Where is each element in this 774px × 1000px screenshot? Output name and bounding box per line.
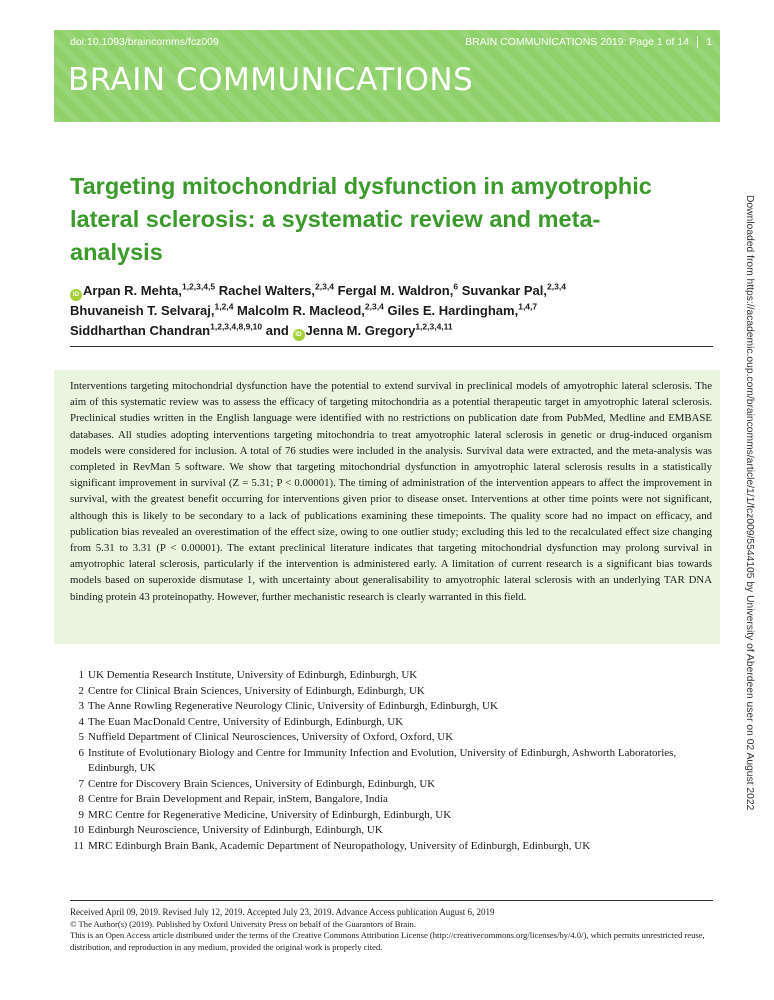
affiliation-text: MRC Centre for Regenerative Medicine, University of Edinburgh, Edinburgh, UK — [88, 808, 452, 821]
journal-banner — [54, 30, 720, 122]
author-name: Bhuvaneish T. Selvaraj, — [70, 303, 215, 318]
running-head-text: BRAIN COMMUNICATIONS 2019: Page 1 of 14 — [465, 36, 689, 48]
affiliation-text: Nuffield Department of Clinical Neurosciences, University of Oxford, Oxford, UK — [88, 731, 454, 743]
affiliation-item — [70, 746, 718, 777]
orcid-icon[interactable]: iD — [293, 329, 305, 341]
affiliation-number: 1 — [78, 669, 84, 681]
orcid-icon[interactable]: iD — [70, 289, 82, 301]
affiliation-item — [70, 777, 718, 793]
affiliation-item — [70, 839, 718, 855]
article-title: Targeting mitochondrial dysfunction in amyotrophic lateral sclerosis: a systematic review and meta-analysis — [70, 173, 652, 265]
copyright-notice: © The Author(s) (2019). Published by Oxford University Press on behalf of the Guarantors of Brain. — [70, 918, 417, 929]
affiliation-number: 3 — [78, 700, 84, 712]
affiliation-item — [70, 699, 718, 715]
affiliation-item — [70, 792, 718, 808]
author-affil-marks: 2,3,4 — [547, 281, 566, 292]
author-affil-marks: 1,2,3,4,11 — [415, 321, 453, 332]
affiliation-number: 6 — [78, 746, 84, 759]
affiliation-text: MRC Edinburgh Brain Bank, Academic Department of Neuropathology, University of Edinburgh, Edinburgh, UK — [88, 839, 591, 852]
author-affil-marks: 1,2,3,4,5 — [181, 281, 216, 292]
affiliation-number: 7 — [78, 777, 84, 790]
affiliation-text: Institute of Evolutionary Biology and Centre for Immunity Infection and Evolution, University of Edinburgh, Ashworth Laboratories, Edinburgh, UK — [88, 746, 677, 774]
doi-link[interactable]: doi:10.1093/braincomms/fcz009 — [70, 36, 219, 48]
affiliation-item — [70, 730, 718, 746]
affiliation-text: Centre for Clinical Brain Sciences, University of Edinburgh, Edinburgh, UK — [88, 684, 425, 697]
affiliation-text: The Anne Rowling Regenerative Neurology Clinic, University of Edinburgh, Edinburgh, UK — [88, 700, 498, 712]
affiliation-text: Centre for Brain Development and Repair, inStem, Bangalore, India — [88, 793, 388, 805]
author-name: Malcolm R. Macleod, — [237, 303, 365, 318]
affiliation-text: Edinburgh Neuroscience, University of Edinburgh, Edinburgh, UK — [88, 824, 383, 836]
download-stamp: Downloaded from https://academic.oup.com/braincomms/article/1/1/fcz009/5544105 by University of Aberdeen user on 02 August 2022 — [744, 195, 755, 811]
divider-rule — [70, 346, 713, 347]
author-affil-marks: 1,4,7 — [518, 301, 538, 312]
footer-rule — [70, 900, 713, 901]
affiliation-list — [70, 668, 718, 854]
author-name: Giles E. Hardingham, — [387, 303, 519, 318]
author-name: Siddharthan Chandran — [70, 323, 211, 338]
license-notice: This is an Open Access article distributed under the terms of the Creative Commons Attribution License (http://creativecommons.org/licenses/by/4.0/), which permits unrestricted reuse, distribution, and reproduction in any medium, provided the original work is properly cited. — [70, 930, 705, 952]
author-name: Jenna M. Gregory — [305, 323, 416, 338]
affiliation-number: 2 — [78, 684, 84, 697]
journal-name: BRAIN COMMUNICATIONS — [68, 62, 474, 98]
author-list — [70, 281, 670, 341]
author-affil-marks: 1,2,4 — [214, 301, 234, 312]
author-affil-marks: 2,3,4 — [364, 301, 384, 312]
affiliation-text: The Euan MacDonald Centre, University of Edinburgh, Edinburgh, UK — [88, 715, 404, 728]
banner-top-line — [54, 36, 720, 50]
author-name: Rachel Walters, — [218, 283, 316, 298]
affiliation-number: 5 — [78, 731, 84, 743]
affiliation-number: 10 — [73, 824, 84, 836]
received-dates: Received April 09, 2019. Revised July 12, 2019. Accepted July 23, 2019. Advance Access publication August 6, 2019 — [70, 907, 495, 917]
affiliation-item — [70, 808, 718, 824]
author-affil-marks: 1,2,3,4,8,9,10 — [210, 321, 263, 332]
affiliation-number: 8 — [78, 793, 84, 805]
affiliation-number: 9 — [78, 808, 84, 821]
affiliation-text: UK Dementia Research Institute, University of Edinburgh, Edinburgh, UK — [88, 669, 418, 681]
author-name: Suvankar Pal, — [461, 283, 548, 298]
affiliation-item — [70, 684, 718, 700]
abstract-box — [54, 370, 720, 644]
page-number: 1 — [706, 36, 712, 48]
footer — [70, 907, 715, 953]
author-affil-marks: 6 — [453, 281, 459, 292]
affiliation-item — [70, 823, 718, 839]
affiliation-item — [70, 715, 718, 731]
affiliation-number: 11 — [73, 839, 84, 852]
affiliation-text: Centre for Discovery Brain Sciences, University of Edinburgh, Edinburgh, UK — [88, 777, 436, 790]
author-name: Arpan R. Mehta, — [83, 283, 182, 298]
abstract-text: Interventions targeting mitochondrial dysfunction have the potential to extend survival in preclinical models of amyotrophic lateral sclerosis. The aim of this systematic review was to assess the efficacy of targeting mitochondria as a potential therapeutic target in amyotrophic lateral sclerosis. Preclinical studies written in the English language were identified with no restrictions on publication date from PubMed, Medline and EMBASE databases. All studies adopting interventions targeting mitochondria to treat amyotrophic lateral sclerosis in genetic or drug-induced organism models were considered for inclusion. A total of 76 studies were included in the analysis. Survival data were extracted, and the meta-analysis was completed in RevMan 5 software. We show that targeting mitochondrial dysfunction in amyotrophic lateral sclerosis results in a statistically significant improvement in survival (Z = 5.31; P < 0.00001). The timing of administration of the intervention appears to affect the improvement in survival, with the greatest benefit occurring for interventions given prior to disease onset. Interventions at other time points were not significant, although this is likely to be secondary to a lack of publications examining these timepoints. The quality score had no impact on efficacy, and publication bias revealed an overestimation of the effect size, owing to one outlier study; excluding this led to the recalculated effect size changing from 5.31 to 3.31 (P < 0.00001). The extant preclinical literature indicates that targeting mitochondrial dysfunction may prolong survival in amyotrophic lateral sclerosis, particularly if the intervention is administered early. A limitation of current research is a significant bias towards models based on superoxide dismutase 1, with uncertainty about generalisability to amyotrophic lateral sclerosis with an underlying TAR DNA binding protein 43 proteinopathy. However, further mechanistic research is clearly warranted in this field. — [70, 380, 712, 603]
running-head — [465, 36, 712, 48]
author-affil-marks: 2,3,4 — [315, 281, 334, 292]
header-separator — [697, 36, 698, 48]
affiliation-number: 4 — [78, 715, 84, 728]
author-name: Fergal M. Waldron, — [337, 283, 454, 298]
affiliation-item — [70, 668, 718, 684]
author-conjunction: and — [265, 323, 289, 338]
